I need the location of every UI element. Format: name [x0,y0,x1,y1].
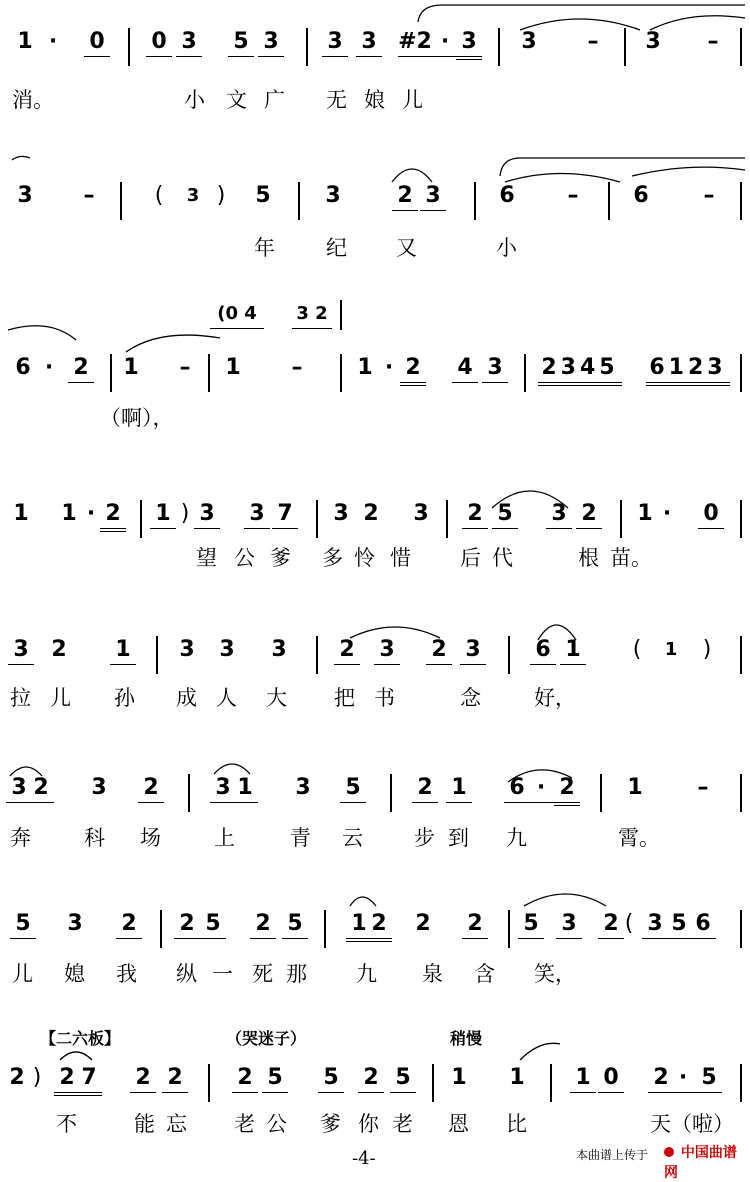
note: 2 [554,774,580,806]
note: 1 [17,29,33,54]
lyric: 代 [492,546,513,570]
note-group: (0 4 [210,300,264,329]
lyric: 公 [266,1112,287,1136]
lyric-line [0,544,750,574]
note: 3 [179,637,195,662]
lyric: 老 [392,1112,413,1136]
note: 6 [15,355,31,380]
lyric-line [0,86,750,116]
lyric: 无 [326,88,347,112]
note: 2 [415,911,431,936]
logo-text: 中国曲谱网 [664,1145,737,1181]
note: 2 [462,910,488,939]
lyric: 青 [290,826,311,850]
note: 3 [91,775,107,800]
barline [160,910,162,948]
note: 2 [138,774,164,803]
barline [390,774,392,812]
note: 2 [334,636,360,665]
barline [340,300,342,330]
note: 6 [690,910,716,939]
note: 3 [194,500,220,529]
lyric: 上 [214,826,235,850]
note: 2 [28,774,54,803]
lyric-line [0,684,750,714]
note: 3 [482,354,508,383]
lyric: 念 [460,686,481,710]
lyric: 泉 [422,962,443,986]
note: 1 [446,774,472,803]
note: 2 [68,354,94,383]
lyric: 公 [234,546,255,570]
barline [208,354,210,392]
note: 2 [100,500,126,532]
note: 3 [413,501,429,526]
lyric: 我 [116,962,137,986]
lyric: 恩 [448,1112,469,1136]
paren: ) [32,1065,42,1090]
lyric: 纪 [326,236,347,260]
notation-line [0,182,750,218]
paren: ( [154,183,164,208]
note: 2 [130,1064,156,1093]
page-number: -4- [352,1148,376,1169]
barline [740,636,742,674]
dot: · [670,1064,696,1093]
note: 3 [219,637,235,662]
notation-line [0,354,750,390]
note: 5 [390,1064,416,1093]
note-group: 6123 [646,354,730,386]
lyric: 笑， [534,962,576,986]
note: 3 [546,500,572,529]
note: 2 [412,774,438,803]
lyric: 霄。 [618,826,660,850]
note: 3 [295,775,311,800]
barline [600,774,602,812]
lyric: 比 [506,1112,527,1136]
lyric: 文 [226,88,247,112]
note: 3 [176,28,202,57]
note: 2 [51,637,67,662]
note: 1 [346,910,372,942]
barline [550,1064,552,1102]
note: 0 [146,28,172,57]
lyric: 怜 [354,546,375,570]
note: 3 [17,183,33,208]
lyric: 含 [474,962,495,986]
lyric: 广 [264,88,285,112]
notation-line [0,28,750,64]
lyric: 后 [460,546,481,570]
lyric: 又 [396,236,417,260]
barline [140,500,142,538]
section-label: 【二六板】 [40,1029,121,1048]
paren: ( [624,911,634,936]
note: 2 [363,501,379,526]
note: 2 [426,636,452,665]
note: 3 [645,29,661,54]
note: 4 [452,354,478,383]
note: 5 [518,910,544,939]
note: 3 [186,185,200,206]
barline [508,910,510,948]
note: 2 [462,500,488,529]
paren: ) [216,183,226,208]
lyric: 能 [134,1112,155,1136]
barline [316,636,318,674]
lyric: 九 [356,962,377,986]
note: 0 [84,28,110,57]
note: 3 [258,28,284,57]
lyric: 死 [252,962,273,986]
notation-line [0,910,750,946]
lyric: 九 [506,826,527,850]
note: 2 [174,910,200,939]
tempo-label: （哭迷子） [226,1029,307,1048]
lyric-line [0,404,750,434]
notation-line [0,636,750,672]
dot: · [384,355,394,380]
lyric: 一 [212,962,233,986]
lyric: 苗。 [610,546,652,570]
barline [508,636,510,674]
paren: ) [180,501,190,526]
barline [128,28,130,66]
barline [156,636,158,674]
lyric: 天（啦） [650,1112,734,1136]
dash: – [179,355,191,380]
barline [620,500,622,538]
lyric: 望 [196,546,217,570]
lyric: 步 [414,826,435,850]
dash: – [567,183,579,208]
lyric: 儿 [402,88,423,112]
lyric: 那 [286,962,307,986]
lyric: 小 [184,88,205,112]
note: 5 [10,910,36,939]
note: 2 [598,910,624,939]
barline [524,354,526,392]
note: 5 [282,910,308,939]
note: 1 [570,1064,596,1093]
dash: – [291,355,303,380]
barline [324,910,326,948]
dash: – [703,183,715,208]
note: 1 [664,639,678,660]
lyric: 消。 [12,88,54,112]
lyric: 惜 [390,546,411,570]
note: 7 [76,1064,102,1096]
note: 3 [244,500,270,529]
paren: ) [702,637,712,662]
lyric: 忘 [166,1112,187,1136]
lyric: 娘 [364,88,385,112]
note: 3 [374,636,400,665]
dash: – [707,29,719,54]
lyric: 奔 [10,826,31,850]
note: 1 [150,500,176,529]
note: 2 [54,1064,80,1096]
site-logo [664,1142,748,1181]
logo-icon [664,1147,674,1157]
lyric: 你 [358,1112,379,1136]
dash: – [83,183,95,208]
note: 2 [9,1065,25,1090]
note: 3 [456,28,482,60]
barline [208,1064,210,1102]
barline [316,500,318,538]
note: 1 [110,636,136,665]
barline [740,1064,742,1102]
note: 2 [162,1064,188,1093]
note: 6 [504,774,530,803]
note: 6 [633,183,649,208]
lyric-line [0,234,750,264]
note-group: 2345 [538,354,622,386]
lyric: 爹 [270,546,291,570]
barline [432,1064,434,1102]
lyric: 小 [496,236,517,260]
lyric: 儿 [50,686,71,710]
note: 3 [210,774,236,803]
note: 1 [123,355,139,380]
barline [624,28,626,66]
note: 3 [8,636,34,665]
barline [188,774,190,812]
lyric: 爹 [320,1112,341,1136]
dot: · [528,774,554,803]
note: 1 [637,501,653,526]
note: 3 [6,774,32,803]
lyric: 多 [322,546,343,570]
note: 1 [232,774,258,803]
tempo-label: 稍慢 [450,1029,483,1048]
note: 6 [530,636,556,665]
upper-notation [0,300,750,330]
lyric-line [0,960,750,990]
note: 3 [322,28,348,57]
note: 5 [228,28,254,57]
note: 6 [499,183,515,208]
note: 1 [627,775,643,800]
dot: · [48,29,58,54]
lyric: 年 [254,236,275,260]
notation-line [0,500,750,536]
note: 5 [666,910,692,939]
note: 3 [556,910,582,939]
dash: – [587,29,599,54]
barline [740,354,742,392]
barline [298,182,300,220]
lyric: 纵 [176,962,197,986]
lyric: 人 [216,686,237,710]
barline [340,354,342,392]
note: 3 [271,637,287,662]
lyric-line [0,824,750,854]
lyric: 拉 [10,686,31,710]
note: 2 [232,1064,258,1093]
barline [740,500,742,538]
note: 2 [116,910,142,939]
note: 3 [642,910,668,939]
note: 3 [333,501,349,526]
dot: · [662,501,672,526]
barline [740,910,742,948]
note: 3 [460,636,486,665]
note: 1 [560,636,586,665]
lyric: 孙 [114,686,135,710]
note: 2 [400,354,426,386]
note: 2 [392,182,418,211]
note: 5 [696,1064,722,1093]
note: 1 [509,1065,525,1090]
lyric: 儿 [12,962,33,986]
barline [110,354,112,392]
note: 1 [225,355,241,380]
note: 5 [492,500,518,529]
notation-line [0,1064,750,1100]
note-group: 3 2 [292,300,332,329]
lyric: （啊）， [100,406,174,430]
lyric: 媳 [64,962,85,986]
note: 5 [318,1064,344,1093]
dot: · [44,355,54,380]
note: #2 [398,28,432,57]
barline [740,774,742,812]
note: 0 [598,1064,624,1093]
lyric: 根 [578,546,599,570]
note: 1 [13,501,29,526]
lyric: 大 [266,686,287,710]
barline [120,182,122,220]
barline [474,182,476,220]
note: 3 [67,911,83,936]
lyric: 到 [448,826,469,850]
lyric: 老 [234,1112,255,1136]
note: 2 [576,500,602,529]
lyric-line [0,1110,750,1140]
barline [498,28,500,66]
barline [740,182,742,220]
lyric: 把 [334,686,355,710]
uploader-text: 本曲谱上传于 [576,1148,649,1162]
note: 3 [356,28,382,57]
note: 3 [521,29,537,54]
lyric: 书 [374,686,395,710]
note: 2 [648,1064,674,1093]
lyric: 成 [176,686,197,710]
lyric: 云 [342,826,363,850]
barline [306,28,308,66]
barline [740,28,742,66]
lyric: 好， [534,686,576,710]
dash: – [697,775,709,800]
lyric: 场 [140,826,161,850]
note: 1 [357,355,373,380]
dot: · [432,28,458,57]
note: 5 [200,910,226,939]
barline [446,500,448,538]
dot: · [86,501,96,526]
notation-line [0,774,750,810]
note: 3 [420,182,446,211]
note: 3 [325,183,341,208]
barline [608,182,610,220]
note: 1 [451,1065,467,1090]
note: 5 [340,774,366,803]
lyric: 科 [84,826,105,850]
paren: ( [632,637,642,662]
note: 2 [358,1064,384,1093]
note: 5 [255,183,271,208]
note: 2 [366,910,392,942]
note: 0 [698,500,724,529]
note: 5 [262,1064,288,1093]
note: 1 [61,501,77,526]
lyric: 不 [56,1112,77,1136]
note: 7 [272,500,298,529]
note: 2 [250,910,276,939]
